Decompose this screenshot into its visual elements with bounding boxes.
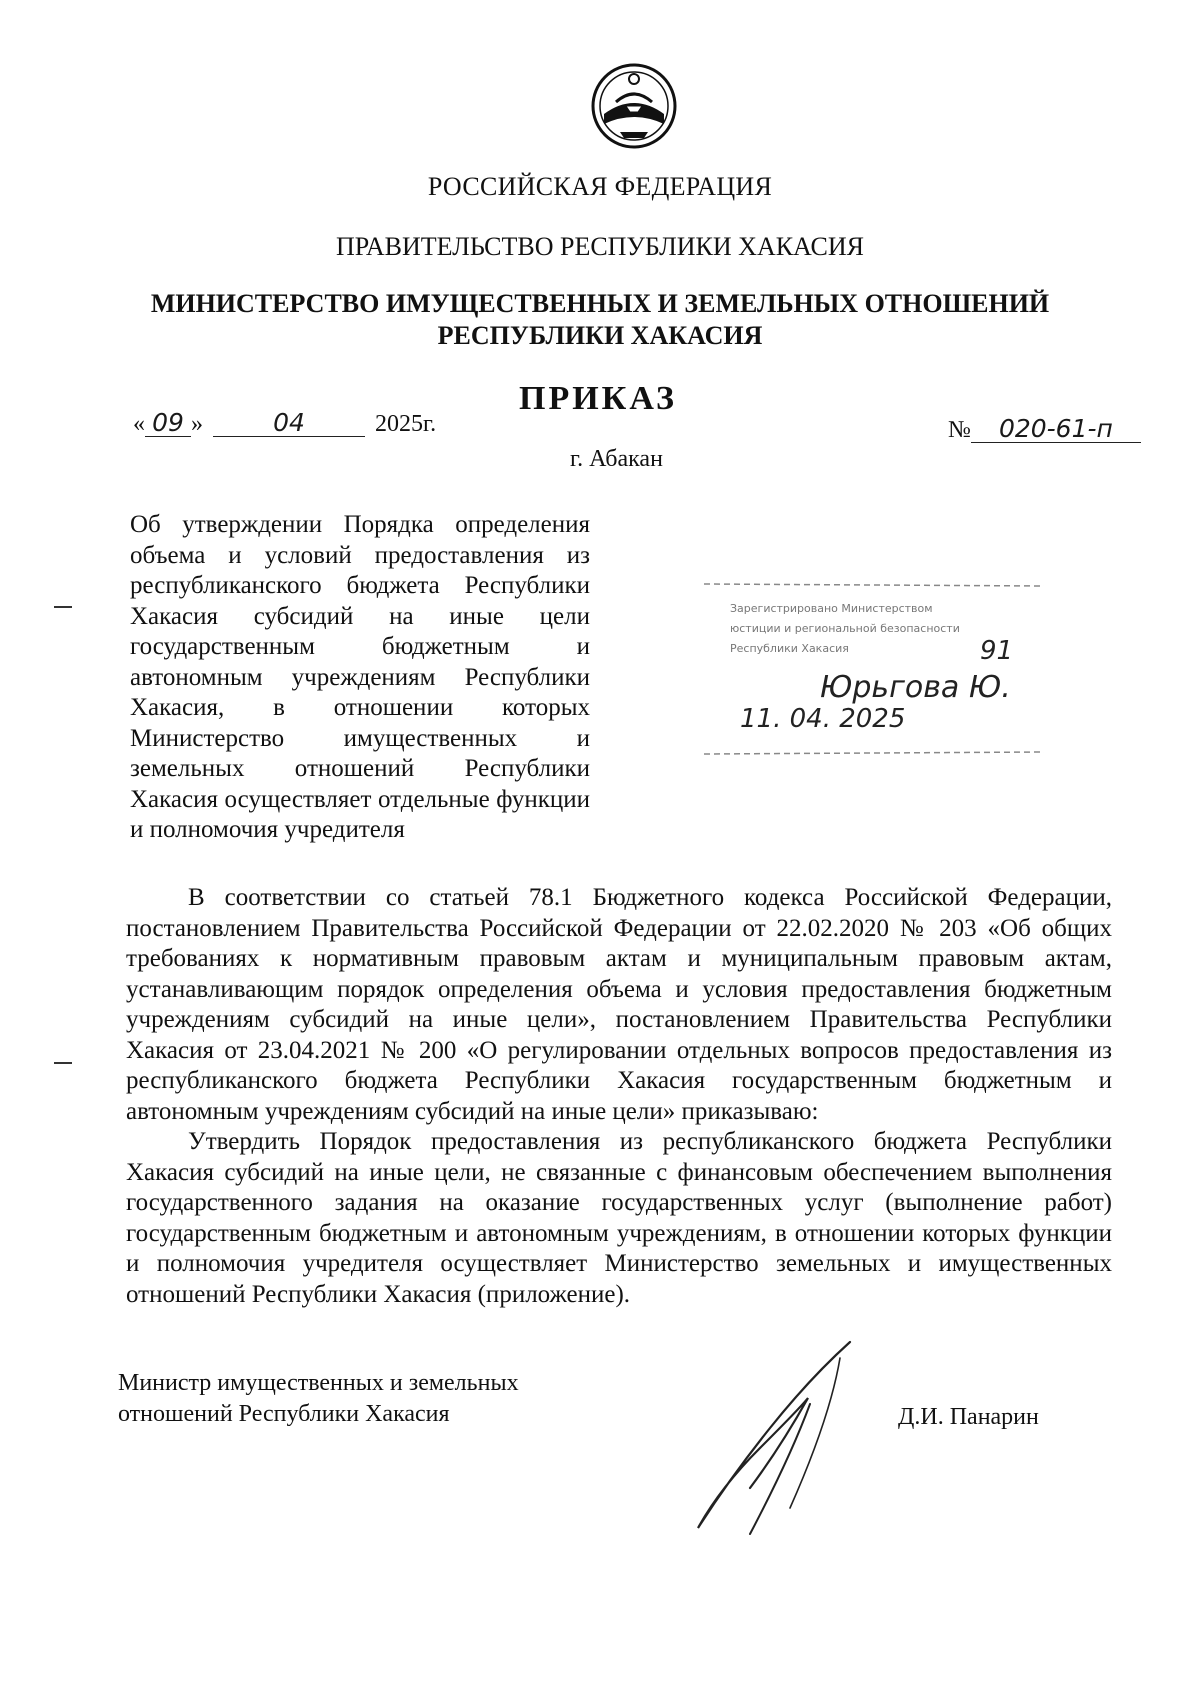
stamp-line2: юстиции и региональной безопасности: [730, 622, 960, 635]
number-prefix: №: [948, 417, 971, 443]
emblem-icon: [590, 62, 678, 150]
ministry-heading: [0, 288, 1200, 352]
order-date: [133, 410, 436, 438]
body-paragraph-2: Утвердить Порядок предоставления из республиканского бюджета Республики Хакасия субсидий на иные цели, не связанные с финансовым обеспечением выполнения государственного задания на оказание государственных услуг (выполнение работ) государственным бюджетным и автономным учреждениям, в отношении которых функции и полномочия учредителя осуществляет Министерство земельных и имущественных отношений Республики Хакасия (приложение).: [126, 1128, 1112, 1308]
order-title: Об утверждении Порядка определения объема и условий предоставления из республиканского бюджета Республики Хакасия субсидий на иные цели государственным бюджетным и автономным учреждениям Республики Хакасия, в отношении которых Министерство имущественных и земельных отношений Республики Хакасия осуществляет отдельные функции и полномочия учредителя: [130, 511, 590, 843]
city: г. Абакан: [570, 446, 663, 472]
body-paragraph-1: В соответствии со статьей 78.1 Бюджетного кодекса Российской Федерации, постановлением Правительства Российской Федерации от 22.02.2020 № 203 «Об общих требованиях к нормативным правовым актам и муниципальным правовым актам, устанавливающим порядок определения объема и условия предоставления бюджетным учреждениям субсидий на иные цели», постановлением Правительства Республики Хакасия от 23.04.2021 № 200 «О регулировании отдельных вопросов предоставления из республиканского бюджета Республики Хакасия государственным бюджетным и автономным учреждениям субсидий на иные цели» приказываю:: [126, 884, 1112, 1125]
date-day: 09: [145, 410, 191, 437]
stamp-handwritten-date: 11. 04. 2025: [740, 704, 906, 734]
margin-mark: [54, 1062, 72, 1064]
date-month: 04: [213, 410, 365, 437]
order-body: [126, 883, 1112, 1310]
date-year: 2025г.: [375, 411, 437, 437]
document-type: ПРИКАЗ: [519, 380, 677, 417]
registration-stamp: [700, 578, 1048, 758]
handwritten-signature: [690, 1338, 880, 1538]
stamp-line3: Республики Хакасия: [730, 642, 849, 655]
government-heading: ПРАВИТЕЛЬСТВО РЕСПУБЛИКИ ХАКАСИЯ: [336, 232, 864, 261]
stamp-handwritten-number: 91: [980, 636, 1014, 666]
number-value: 020-61-п: [971, 416, 1141, 443]
ministry-heading-line1: МИНИСТЕРСТВО ИМУЩЕСТВЕННЫХ И ЗЕМЕЛЬНЫХ ОТНОШЕНИЙ: [150, 289, 1050, 318]
date-quote-open: «: [133, 411, 145, 437]
signer-position-line1: Министр имущественных и земельных: [118, 1370, 519, 1396]
stamp-handwritten-name: Юрьгова Ю.: [820, 670, 1011, 705]
order-number: [948, 416, 1141, 444]
signer-position-line2: отношений Республики Хакасия: [118, 1401, 450, 1427]
signer-position: [118, 1368, 519, 1430]
signer-name: Д.И. Панарин: [898, 1404, 1039, 1430]
margin-mark: [54, 606, 72, 608]
ministry-heading-line2: РЕСПУБЛИКИ ХАКАСИЯ: [437, 321, 763, 350]
date-quote-close: »: [191, 411, 203, 437]
stamp-line1: Зарегистрировано Министерством: [730, 602, 933, 615]
country-heading: РОССИЙСКАЯ ФЕДЕРАЦИЯ: [427, 172, 773, 201]
